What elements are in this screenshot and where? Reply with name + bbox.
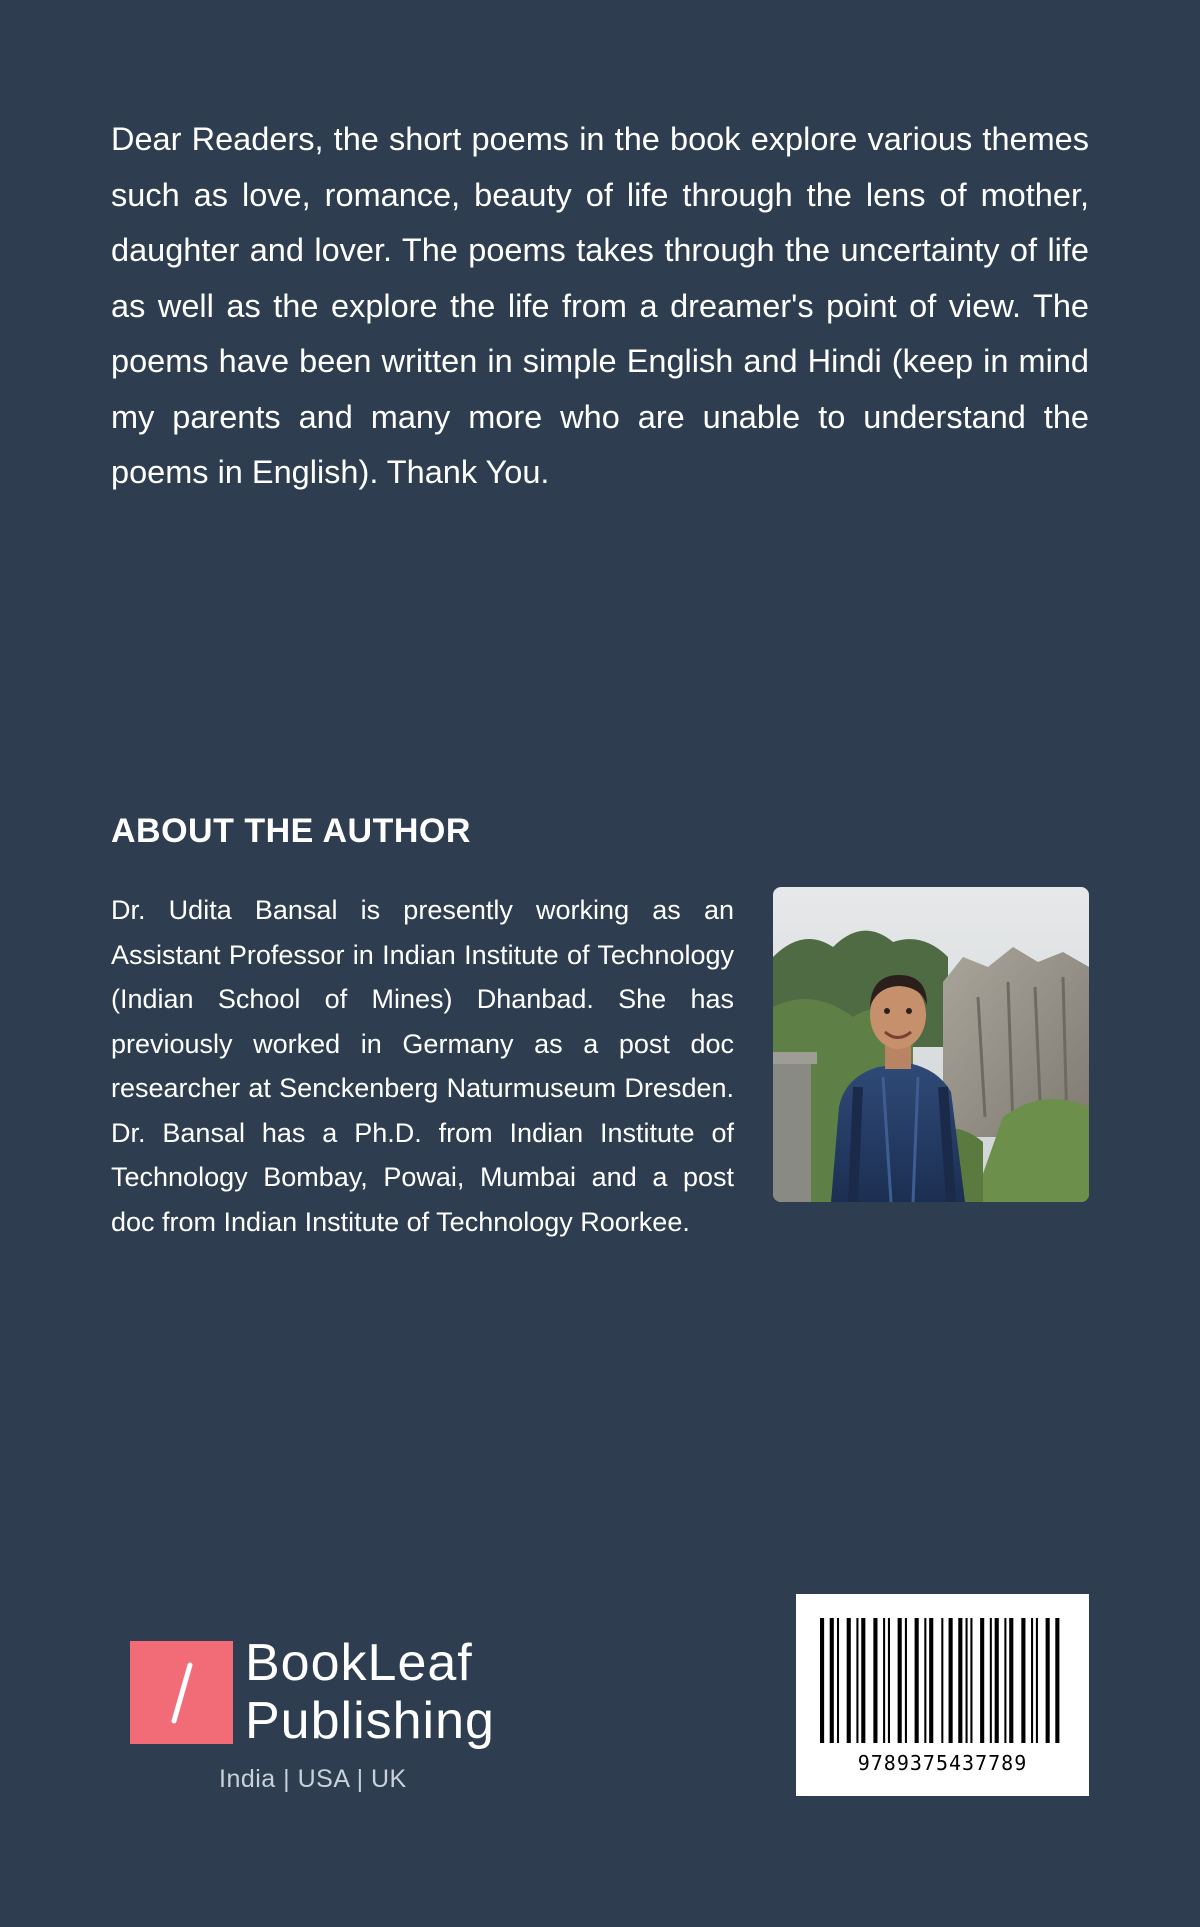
publisher-name-line2: Publishing [245, 1692, 495, 1750]
logo-square [130, 1641, 233, 1744]
back-cover-blurb: Dear Readers, the short poems in the book explore various themes such as love, romance, beauty of life through the lens of mother, daughter and lover. The poems takes through the uncertainty of life as well as the explore the life from a dreamer's point of view. The poems have been written in simple English and Hindi (keep in mind my parents and many more who are unable to understand the poems in English). Thank You. [111, 121, 1089, 490]
barcode-bar [980, 1618, 984, 1743]
author-bio: Dr. Udita Bansal is presently working as an Assistant Professor in Indian Institute of Technology (Indian School of Mines) Dhanbad. She has previously worked in Germany as a post doc researcher at Senckenberg Naturmuseum Dresden. Dr. Bansal has a Ph.D. from Indian Institute of Technology Bombay, Powai, Mumbai and a post doc from Indian Institute of Technology Roorkee. [111, 895, 734, 1237]
barcode-bar [949, 1618, 953, 1743]
barcode-bar [990, 1618, 992, 1743]
publisher-logo [130, 1635, 530, 1795]
barcode-bar [941, 1618, 943, 1743]
barcode-icon [820, 1618, 1065, 1743]
barcode-bar [915, 1618, 919, 1743]
barcode-bar [970, 1618, 972, 1743]
barcode-bar [1031, 1618, 1033, 1743]
barcode-bar [883, 1618, 885, 1743]
barcode-bar [1046, 1618, 1050, 1743]
barcode-bar [1004, 1618, 1006, 1743]
barcode-bar [924, 1618, 926, 1743]
isbn-number: 9789375437789 [857, 1751, 1028, 1775]
barcode-bar [958, 1618, 962, 1743]
slash-icon [130, 1641, 233, 1744]
barcode-bar [888, 1618, 890, 1743]
barcode-bar [820, 1618, 824, 1743]
barcode-bar [830, 1618, 834, 1743]
barcode-bar [873, 1618, 877, 1743]
publisher-regions: India | USA | UK [219, 1765, 407, 1793]
barcode-bar [1036, 1618, 1038, 1743]
isbn-barcode [796, 1594, 1089, 1796]
barcode-bar [847, 1618, 851, 1743]
about-author-heading: ABOUT THE AUTHOR [111, 812, 471, 850]
barcode-bar [861, 1618, 865, 1743]
barcode-bar [856, 1618, 858, 1743]
barcode-bar [1009, 1618, 1013, 1743]
barcode-bar [837, 1618, 839, 1743]
barcode-bar [966, 1618, 968, 1743]
author-photo [773, 887, 1089, 1202]
barcode-bar [898, 1618, 902, 1743]
barcode-bar [929, 1618, 933, 1743]
barcode-bar [1021, 1618, 1025, 1743]
barcode-bar [905, 1618, 907, 1743]
barcode-bar [995, 1618, 999, 1743]
publisher-name-line1: BookLeaf [245, 1634, 473, 1692]
barcode-bar [1055, 1618, 1059, 1743]
